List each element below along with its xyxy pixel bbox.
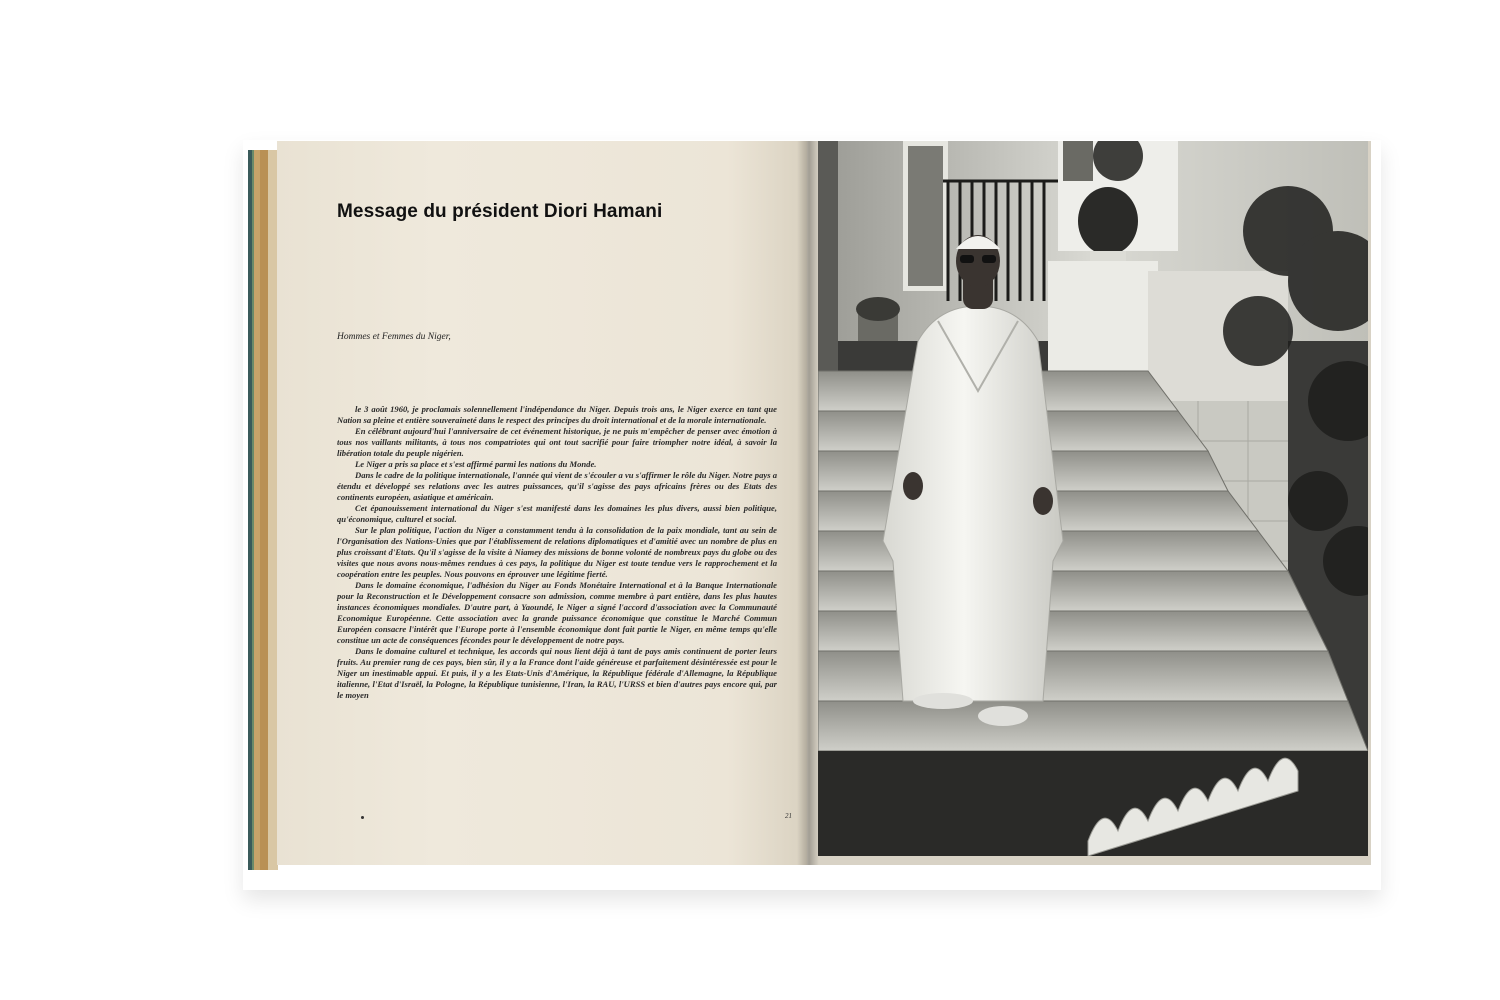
page-title: Message du président Diori Hamani <box>337 201 663 222</box>
paragraph: Dans le cadre de la politique internationale, l'année qui vient de s'écouler a vu s'affirmer le rôle du Niger. Notre pays a étendu et développé ses relations avec les autres puissances, qu'il s'agisse des pays africains frères ou des Etats des continents européen, asiatique et américain. <box>337 470 777 502</box>
paragraph: le 3 août 1960, je proclamais solennellement l'indépendance du Niger. Depuis trois ans, le Niger exerce en tant que Nation sa pleine et entière souveraineté dans le respect des principes du droit international et de la morale internationale. <box>337 404 777 425</box>
book-page-edges <box>248 150 278 870</box>
paragraph: En célébrant aujourd'hui l'anniversaire de cet événement historique, je ne puis m'empêcher de penser avec émotion à tous nos vaillants militants, à tous nos compatriotes qui ont tout sacrifié pour faire triompher notre idéal, à savoir la libération totale du peuple nigérien. <box>337 426 777 458</box>
portrait-photo <box>818 141 1368 856</box>
page-mark <box>361 816 364 819</box>
book-gutter <box>797 141 819 865</box>
paragraph: Dans le domaine culturel et technique, les accords qui nous lient déjà à tant de pays amis continuent de porter leurs fruits. Au premier rang de ces pays, bien sûr, il y a la France dont l'aide généreuse et parfaitement désintéressée est pour le Niger un inestimable appui. Et puis, il y a les Etats-Unis d'Amérique, la République fédérale d'Allemagne, la République italienne, l'Etat d'Israël, la Pologne, la République tunisienne, l'Iran, la RAU, l'URSS et bien d'autres pays encore qui, par le moyen <box>337 646 777 700</box>
paragraph: Le Niger a pris sa place et s'est affirmé parmi les nations du Monde. <box>355 459 597 469</box>
paragraph: Dans le domaine économique, l'adhésion du Niger au Fonds Monétaire International et à la Banque Internationale pour la Reconstruction et le Développement consacre son admission, comme membre à part entière, dans les plus hautes instances économiques mondiales. D'autre part, à Yaoundé, le Niger a signé l'accord d'association avec la Communauté Economique Européenne. Cette association avec la grande puissance économique que constitue le Marché Commun Européen consacre l'intérêt que l'Europe porte à l'ensemble économique dont fait partie le Niger, en même temps qu'elle constitue un acte de conséquences fécondes pour le développement de notre pays. <box>337 580 777 645</box>
paragraph: Cet épanouissement international du Niger s'est manifesté dans les domaines les plus divers, aussi bien politique, qu'économique, culturel et social. <box>337 503 777 524</box>
message-body <box>337 404 777 701</box>
urn-icon <box>1078 187 1138 255</box>
salutation: Hommes et Femmes du Niger, <box>337 332 451 342</box>
paragraph: Sur le plan politique, l'action du Niger a constamment tendu à la consolidation de la paix mondiale, tant au sein de l'Organisation des Nations-Unies que par l'établissement de relations diplomatiques et d'amitié avec un nombre de plus en plus croissant d'Etats. Qu'il s'agisse de la visite à Niamey des missions de bonne volonté de nombreux pays du globe ou des visites que nous avons nous-mêmes rendues à ces pays, la politique du Niger est toute tendue vers le rapprochement et la coopération entre les peuples. Nous pouvons en éprouver une légitime fierté. <box>337 525 777 579</box>
page-number: 21 <box>785 812 792 820</box>
left-page <box>277 141 807 865</box>
